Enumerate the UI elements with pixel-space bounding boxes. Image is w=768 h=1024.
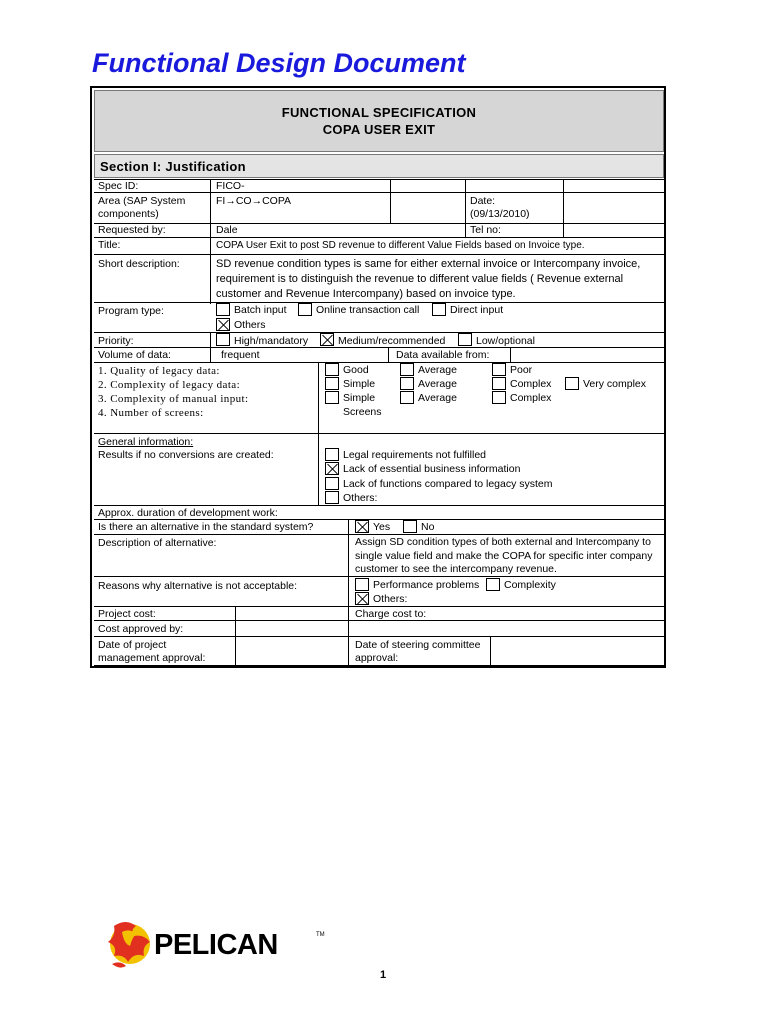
screens-label: Screens [343,406,382,418]
manual-input-average-label: Average [418,392,457,404]
alternative-description-value: Assign SD condition types of both external and Intercompany to single value field and make the COPA for specific inter company customer to see the intercompany revenue. [355,536,653,575]
cost-approved-label: Cost approved by: [98,623,184,635]
checkbox-performance-problems[interactable] [355,578,369,591]
checkbox-batch-input[interactable] [216,303,230,316]
checkbox-lack-business-information[interactable] [325,462,339,475]
checkbox-alternative-yes[interactable] [355,520,369,533]
performance-problems-label: Performance problems [373,579,480,591]
legacy-item-1: 1. Quality of legacy data: [98,365,220,377]
checkbox-medium-recommended[interactable] [320,333,334,346]
quality-poor-label: Poor [510,364,533,376]
date-value: (09/13/2010) [470,208,530,220]
others-reasons-label: Others: [373,593,408,605]
tel-no-label: Tel no: [470,224,501,236]
project-approval-label-line-1: Date of project [98,639,167,651]
checkbox-complexity-legacy-average[interactable] [400,377,414,390]
alternative-yes-label: Yes [373,521,391,533]
others-program-label: Others [234,319,266,331]
alternative-question: Is there an alternative in the standard system? [98,521,314,533]
spec-id-label: Spec ID: [98,180,139,192]
document-title: Functional Design Document [92,48,466,78]
project-approval-label-line-2: management approval: [98,652,206,664]
date-label: Date: [470,195,496,207]
spec-header [94,90,664,152]
requested-by-label: Requested by: [98,224,166,236]
lack-business-information-label: Lack of essential business information [343,463,521,475]
checkbox-others-reasons[interactable] [355,592,369,605]
checkbox-complexity[interactable] [486,578,500,591]
charge-cost-label: Charge cost to: [355,608,427,620]
manual-input-simple-label: Simple [343,392,376,404]
priority-label: Priority: [98,335,134,347]
alternative-description-label: Description of alternative: [98,537,217,549]
short-description-label: Short description: [98,258,180,270]
checkbox-others-program[interactable] [216,318,230,331]
complexity-legacy-average-label: Average [418,378,457,390]
project-cost-label: Project cost: [98,608,156,620]
no-conversions-question: Results if no conversions are created: [98,449,274,461]
steering-approval-label-line-2: approval: [355,652,399,664]
checkbox-manual-input-average[interactable] [400,391,414,404]
checkbox-manual-input-complex[interactable] [492,391,506,404]
medium-recommended-label: Medium/recommended [338,335,446,347]
spec-header-line-2: COPA USER EXIT [322,122,436,137]
checkbox-alternative-no[interactable] [403,520,417,533]
legacy-item-2: 2. Complexity of legacy data: [98,379,241,391]
quality-good-label: Good [343,364,369,376]
general-information-heading: General information: [98,436,194,448]
logo-wordmark: PELICAN [154,929,278,961]
program-type-label: Program type: [98,305,164,317]
low-optional-label: Low/optional [476,335,535,347]
page-number: 1 [380,969,387,981]
steering-approval-label-line-1: Date of steering committee [355,639,481,651]
complexity-legacy-complex-label: Complex [510,378,552,390]
checkbox-others-general[interactable] [325,491,339,504]
checkbox-quality-average[interactable] [400,363,414,376]
lack-functions-label: Lack of functions compared to legacy system [343,478,553,490]
others-general-label: Others: [343,492,378,504]
checkbox-low-optional[interactable] [458,333,472,346]
checkbox-complexity-legacy-complex[interactable] [492,377,506,390]
title-label: Title: [98,239,121,251]
data-available-label: Data available from: [396,349,490,361]
complexity-legacy-very-complex-label: Very complex [583,378,647,390]
high-mandatory-label: High/mandatory [234,335,309,347]
short-description-value: SD revenue condition types is same for either external invoice or Intercompany invoice, requirement is to distinguish the revenue to different value fields ( Revenue external customer and Revenue Intercompany) based on invoice type. [216,258,641,300]
checkbox-high-mandatory[interactable] [216,333,230,346]
svg-text:TM: TM [316,932,325,938]
checkbox-manual-input-simple[interactable] [325,391,339,404]
online-transaction-call-label: Online transaction call [316,304,420,316]
batch-input-label: Batch input [234,304,287,316]
volume-label: Volume of data: [98,349,171,361]
section-title: Section I: Justification [94,154,664,178]
pelican-logo [100,916,330,977]
direct-input-label: Direct input [450,304,504,316]
legacy-item-3: 3. Complexity of manual input: [98,393,249,405]
alternative-no-label: No [421,521,435,533]
checkbox-lack-functions[interactable] [325,477,339,490]
checkbox-quality-good[interactable] [325,363,339,376]
title-value: COPA User Exit to post SD revenue to different Value Fields based on Invoice type. [216,240,585,251]
pelican-emblem-icon [100,916,330,972]
duration-label: Approx. duration of development work: [98,507,278,519]
checkbox-complexity-legacy-simple[interactable] [325,377,339,390]
checkbox-quality-poor[interactable] [492,363,506,376]
checkbox-direct-input[interactable] [432,303,446,316]
checkbox-online-transaction-call[interactable] [298,303,312,316]
legal-requirements-label: Legal requirements not fulfilled [343,449,487,461]
legacy-item-4: 4. Number of screens: [98,407,204,419]
complexity-legacy-simple-label: Simple [343,378,376,390]
requested-by-value: Dale [216,224,238,236]
area-label-line-1: Area (SAP System [98,195,186,207]
manual-input-complex-label: Complex [510,392,552,404]
area-label-line-2: components) [98,208,159,220]
checkbox-legal-requirements[interactable] [325,448,339,461]
checkbox-complexity-legacy-very-complex[interactable] [565,377,579,390]
spec-header-line-1: FUNCTIONAL SPECIFICATION [281,105,477,120]
area-value: FI→CO→COPA [216,195,292,207]
complexity-label: Complexity [504,579,556,591]
reasons-label: Reasons why alternative is not acceptable: [98,580,298,592]
quality-average-label: Average [418,364,457,376]
volume-value: frequent [221,349,260,361]
spec-id-value: FICO- [216,180,245,192]
